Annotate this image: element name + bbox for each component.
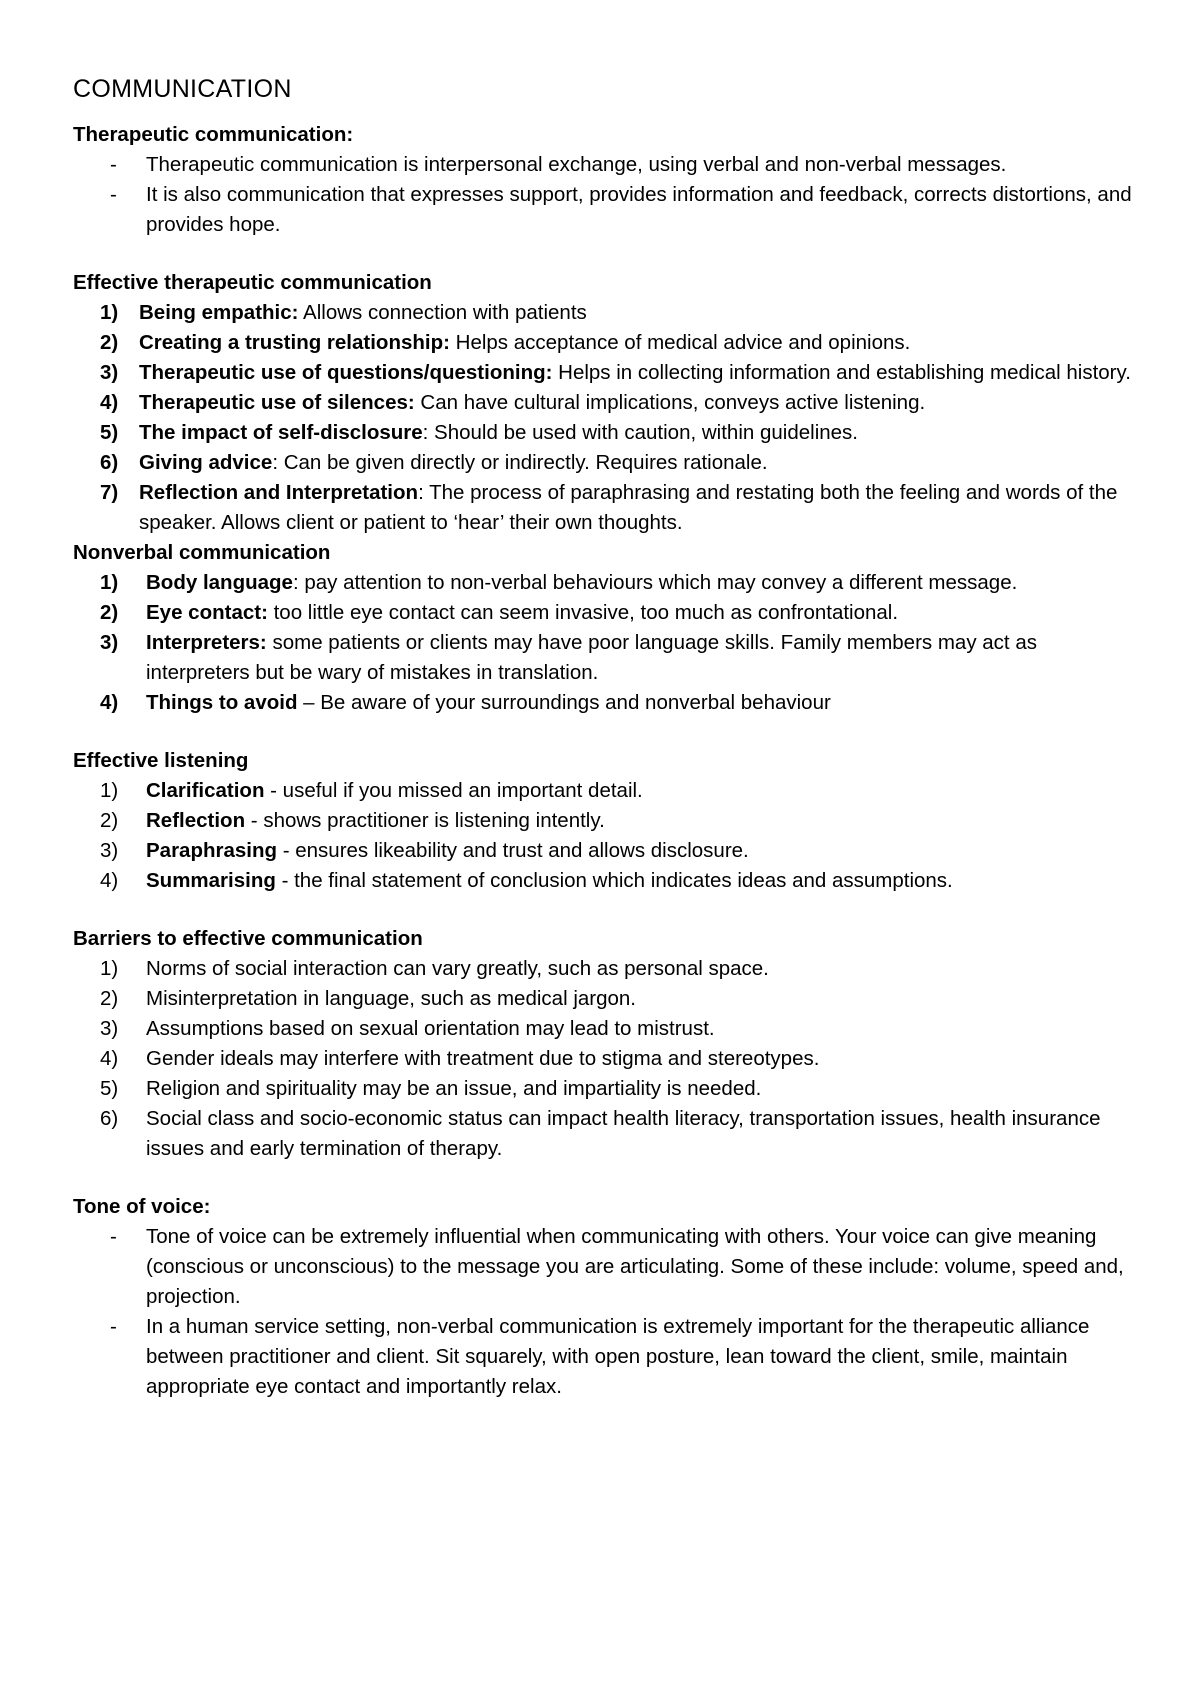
list-item — [73, 180, 1140, 240]
section-heading: Tone of voice: — [73, 1195, 211, 1218]
page-title: COMMUNICATION — [73, 75, 292, 103]
list-item — [73, 388, 1140, 418]
list-item-text: Norms of social interaction can vary greatly, such as personal space. — [146, 957, 769, 980]
list-item-term: Interpreters: — [146, 631, 267, 654]
list-number: 5) — [100, 421, 119, 444]
list-item-term: Clarification — [146, 779, 265, 802]
dash-bullet: - — [110, 1225, 117, 1248]
list-item — [73, 806, 1140, 836]
list-number: 2) — [100, 331, 119, 354]
numbered-list — [73, 776, 1140, 896]
dash-bullet: - — [110, 153, 117, 176]
list-number: 3) — [100, 839, 119, 862]
list-item-term: Therapeutic use of silences: — [139, 391, 415, 414]
dash-bullet: - — [110, 183, 117, 206]
list-item-term: Eye contact: — [146, 601, 268, 624]
list-item — [73, 1312, 1140, 1402]
list-number: 3) — [100, 631, 119, 654]
section-heading: Therapeutic communication: — [73, 123, 354, 146]
dash-bullet: - — [110, 1315, 117, 1338]
list-item-text: Social class and socio-economic status can impact health literacy, transportation issues, health insurance issues and early termination of therapy. — [146, 1107, 1101, 1160]
list-item — [73, 298, 1140, 328]
list-item — [73, 1044, 1140, 1074]
list-number: 7) — [100, 481, 119, 504]
list-item — [73, 984, 1140, 1014]
list-item — [73, 418, 1140, 448]
list-item-text: some patients or clients may have poor language skills. Family members may act as interpreters but be wary of mistakes in translation. — [146, 631, 1037, 684]
list-item-text: Assumptions based on sexual orientation may lead to mistrust. — [146, 1017, 715, 1040]
numbered-list — [73, 298, 1140, 538]
section-barriers — [73, 924, 1140, 1164]
list-number: 2) — [100, 809, 119, 832]
list-item — [73, 448, 1140, 478]
list-item-text: Misinterpretation in language, such as medical jargon. — [146, 987, 636, 1010]
list-number: 4) — [100, 869, 119, 892]
list-item-term: Being empathic: — [139, 301, 299, 324]
list-item-text: In a human service setting, non-verbal communication is extremely important for the therapeutic alliance between practitioner and client. Sit squarely, with open posture, lean toward the client, smile, maintain appropriate eye contact and importantly relax. — [146, 1315, 1090, 1398]
list-item-term: Reflection — [146, 809, 246, 832]
list-item-text: - shows practitioner is listening intently. — [245, 809, 605, 832]
list-number: 1) — [100, 957, 119, 980]
list-number: 1) — [100, 779, 119, 802]
bullet-list — [73, 1222, 1140, 1402]
section-tone-of-voice — [73, 1192, 1140, 1402]
list-item-term: Reflection and Interpretation — [139, 481, 419, 504]
list-item-text: Therapeutic communication is interpersonal exchange, using verbal and non-verbal messages. — [146, 153, 1007, 176]
list-item-text: Can have cultural implications, conveys active listening. — [414, 391, 926, 414]
list-item — [73, 478, 1140, 538]
list-number: 4) — [100, 1047, 119, 1070]
list-item-text: Religion and spirituality may be an issue, and impartiality is needed. — [146, 1077, 762, 1100]
list-item-text: It is also communication that expresses support, provides information and feedback, corrects distortions, and provides hope. — [146, 183, 1132, 236]
list-item-term: Creating a trusting relationship: — [139, 331, 450, 354]
list-item — [73, 1104, 1140, 1164]
list-item-term: Summarising — [146, 869, 276, 892]
numbered-list — [73, 954, 1140, 1164]
list-item-term: Therapeutic use of questions/questioning: — [139, 361, 553, 384]
list-number: 2) — [100, 987, 119, 1010]
list-number: 2) — [100, 601, 119, 624]
section-heading: Barriers to effective communication — [73, 927, 423, 950]
list-item-term: Body language — [146, 571, 293, 594]
list-item — [73, 1074, 1140, 1104]
list-item-term: Paraphrasing — [146, 839, 278, 862]
list-item-text: : Should be used with caution, within guidelines. — [422, 421, 858, 444]
list-item-text: - useful if you missed an important detail. — [264, 779, 643, 802]
list-item — [73, 328, 1140, 358]
list-number: 4) — [100, 691, 119, 714]
list-item-text: : Can be given directly or indirectly. Requires rationale. — [272, 451, 768, 474]
list-item-text: – Be aware of your surroundings and nonverbal behaviour — [297, 691, 831, 714]
list-item — [73, 568, 1140, 598]
list-number: 3) — [100, 1017, 119, 1040]
section-therapeutic-communication — [73, 120, 1140, 240]
list-item-text: Gender ideals may interfere with treatment due to stigma and stereotypes. — [146, 1047, 820, 1070]
list-number: 1) — [100, 571, 119, 594]
list-number: 6) — [100, 451, 119, 474]
list-item — [73, 150, 1140, 180]
list-item-text: - the final statement of conclusion which indicates ideas and assumptions. — [275, 869, 953, 892]
list-item-text: too little eye contact can seem invasive, too much as confrontational. — [267, 601, 899, 624]
bullet-list — [73, 150, 1140, 240]
section-heading: Effective therapeutic communication — [73, 271, 432, 294]
list-item-text: Helps in collecting information and establishing medical history. — [552, 361, 1131, 384]
section-effective-therapeutic-communication — [73, 268, 1140, 538]
list-item-text: : The process of paraphrasing and restating both the feeling and words of the speaker. Allows client or patient to ‘hear’ their own thoughts. — [139, 481, 1118, 534]
list-number: 3) — [100, 361, 119, 384]
numbered-list — [73, 568, 1140, 718]
section-heading: Effective listening — [73, 749, 249, 772]
list-item — [73, 628, 1140, 688]
list-item-text: - ensures likeability and trust and allows disclosure. — [277, 839, 749, 862]
list-item — [73, 1014, 1140, 1044]
list-item-text: Helps acceptance of medical advice and opinions. — [449, 331, 911, 354]
list-item — [73, 358, 1140, 388]
list-item-term: Things to avoid — [146, 691, 298, 714]
list-number: 5) — [100, 1077, 119, 1100]
section-effective-listening — [73, 746, 1140, 896]
list-item — [73, 954, 1140, 984]
list-number: 1) — [100, 301, 119, 324]
list-number: 4) — [100, 391, 119, 414]
list-item — [73, 836, 1140, 866]
list-item — [73, 598, 1140, 628]
list-item — [73, 776, 1140, 806]
list-item — [73, 1222, 1140, 1312]
list-item-text: Allows connection with patients — [298, 301, 587, 324]
list-item — [73, 688, 1140, 718]
list-item-term: Giving advice — [139, 451, 273, 474]
list-number: 6) — [100, 1107, 119, 1130]
list-item — [73, 866, 1140, 896]
section-nonverbal-communication — [73, 538, 1140, 718]
list-item-text: : pay attention to non-verbal behaviours which may convey a different message. — [292, 571, 1018, 594]
list-item-text: Tone of voice can be extremely influential when communicating with others. Your voice can give meaning (conscious or unconscious) to the message you are articulating. Some of these include: volume, speed and, projection. — [146, 1225, 1124, 1308]
section-heading: Nonverbal communication — [73, 541, 331, 564]
list-item-term: The impact of self-disclosure — [139, 421, 423, 444]
